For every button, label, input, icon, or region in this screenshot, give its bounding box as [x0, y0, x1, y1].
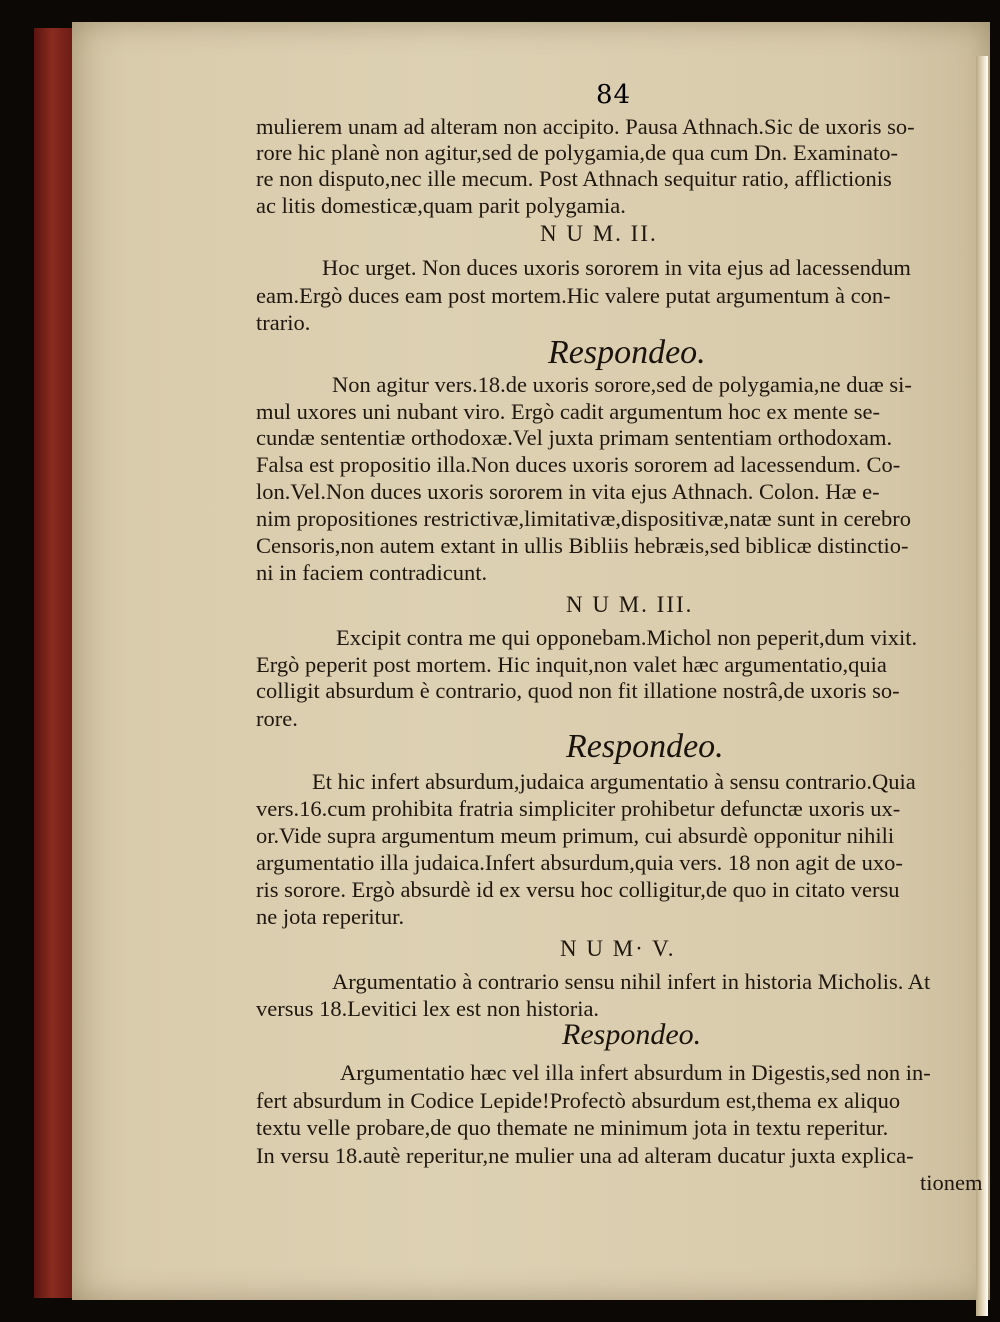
text-line: textu velle probare,de quo themate ne minimum jota in textu reperitur.: [256, 1115, 889, 1140]
text-line: ni in faciem contradicunt.: [256, 560, 488, 585]
text-line: cundæ sententiæ orthodoxæ.Vel juxta primam sententiam orthodoxam.: [256, 425, 893, 450]
text-line: mul uxores uni nubant viro. Ergò cadit argumentum hoc ex mente se-: [256, 399, 881, 424]
text-line: Ergò peperit post mortem. Hic inquit,non valet hæc argumentatio,quia: [256, 652, 887, 677]
section-heading: N U M. III.: [566, 592, 694, 617]
respondeo-heading: Respondeo.: [566, 728, 724, 765]
text-line: Argumentatio à contrario sensu nihil infert in historia Micholis. At: [332, 969, 931, 994]
text-line: ris sorore. Ergò absurdè id ex versu hoc colligitur,de quo in citato versu: [256, 877, 900, 902]
text-line: ac litis domesticæ,quam parit polygamia.: [256, 193, 626, 218]
text-line: or.Vide supra argumentum meum primum, cui absurdè opponitur nihili: [256, 823, 895, 848]
catchword: tionem: [920, 1170, 983, 1195]
section-heading: N U M· V.: [560, 936, 676, 961]
text-line: nim propositiones restrictivæ,limitativæ,dispositivæ,natæ sunt in cerebro: [256, 506, 911, 531]
text-line: In versu 18.autè reperitur,ne mulier una ad alteram ducatur juxta explica-: [256, 1143, 914, 1168]
text-line: ne jota reperitur.: [256, 904, 405, 929]
text-line: mulierem unam ad alteram non accipito. Pausa Athnach.Sic de uxoris so-: [256, 114, 915, 139]
text-line: eam.Ergò duces eam post mortem.Hic valere putat argumentum à con-: [256, 283, 891, 308]
text-line: Falsa est propositio illa.Non duces uxoris sororem ad lacessendum. Co-: [256, 452, 901, 477]
text-line: Hoc urget. Non duces uxoris sororem in vita ejus ad lacessendum: [322, 255, 911, 280]
text-line: re non disputo,nec ille mecum. Post Athnach sequitur ratio, afflictionis: [256, 166, 892, 191]
text-line: lon.Vel.Non duces uxoris sororem in vita ejus Athnach. Colon. Hæ e-: [256, 479, 880, 504]
respondeo-heading: Respondeo.: [548, 334, 706, 371]
page-number: 84: [596, 80, 632, 110]
text-line: Argumentatio hæc vel illa infert absurdum in Digestis,sed non in-: [340, 1060, 931, 1085]
respondeo-heading: Respondeo.: [562, 1018, 702, 1051]
text-line: Et hic infert absurdum,judaica argumentatio à sensu contrario.Quia: [312, 769, 916, 794]
text-line: Non agitur vers.18.de uxoris sorore,sed de polygamia,ne duæ si-: [332, 372, 912, 397]
text-line: rore.: [256, 706, 298, 731]
text-line: trario.: [256, 310, 311, 335]
text-line: vers.16.cum prohibita fratria simpliciter prohibetur defunctæ uxoris ux-: [256, 796, 901, 821]
text-line: colligit absurdum è contrario, quod non fit illatione nostrâ,de uxoris so-: [256, 678, 900, 703]
section-heading: N U M. II.: [540, 221, 658, 246]
text-line: rore hic planè non agitur,sed de polygamia,de qua cum Dn. Examinato-: [256, 140, 899, 165]
text-line: Excipit contra me qui opponebam.Michol non peperit,dum vixit.: [336, 625, 918, 650]
text-line: argumentatio illa judaica.Infert absurdum,quia vers. 18 non agit de uxo-: [256, 850, 903, 875]
text-line: Censoris,non autem extant in ullis Bibliis hebræis,sed biblicæ distinctio-: [256, 533, 909, 558]
text-line: fert absurdum in Codice Lepide!Profectò absurdum est,thema ex aliquo: [256, 1088, 901, 1113]
text-line: versus 18.Levitici lex est non historia.: [256, 996, 600, 1021]
book-cover-edge: [34, 28, 74, 1298]
